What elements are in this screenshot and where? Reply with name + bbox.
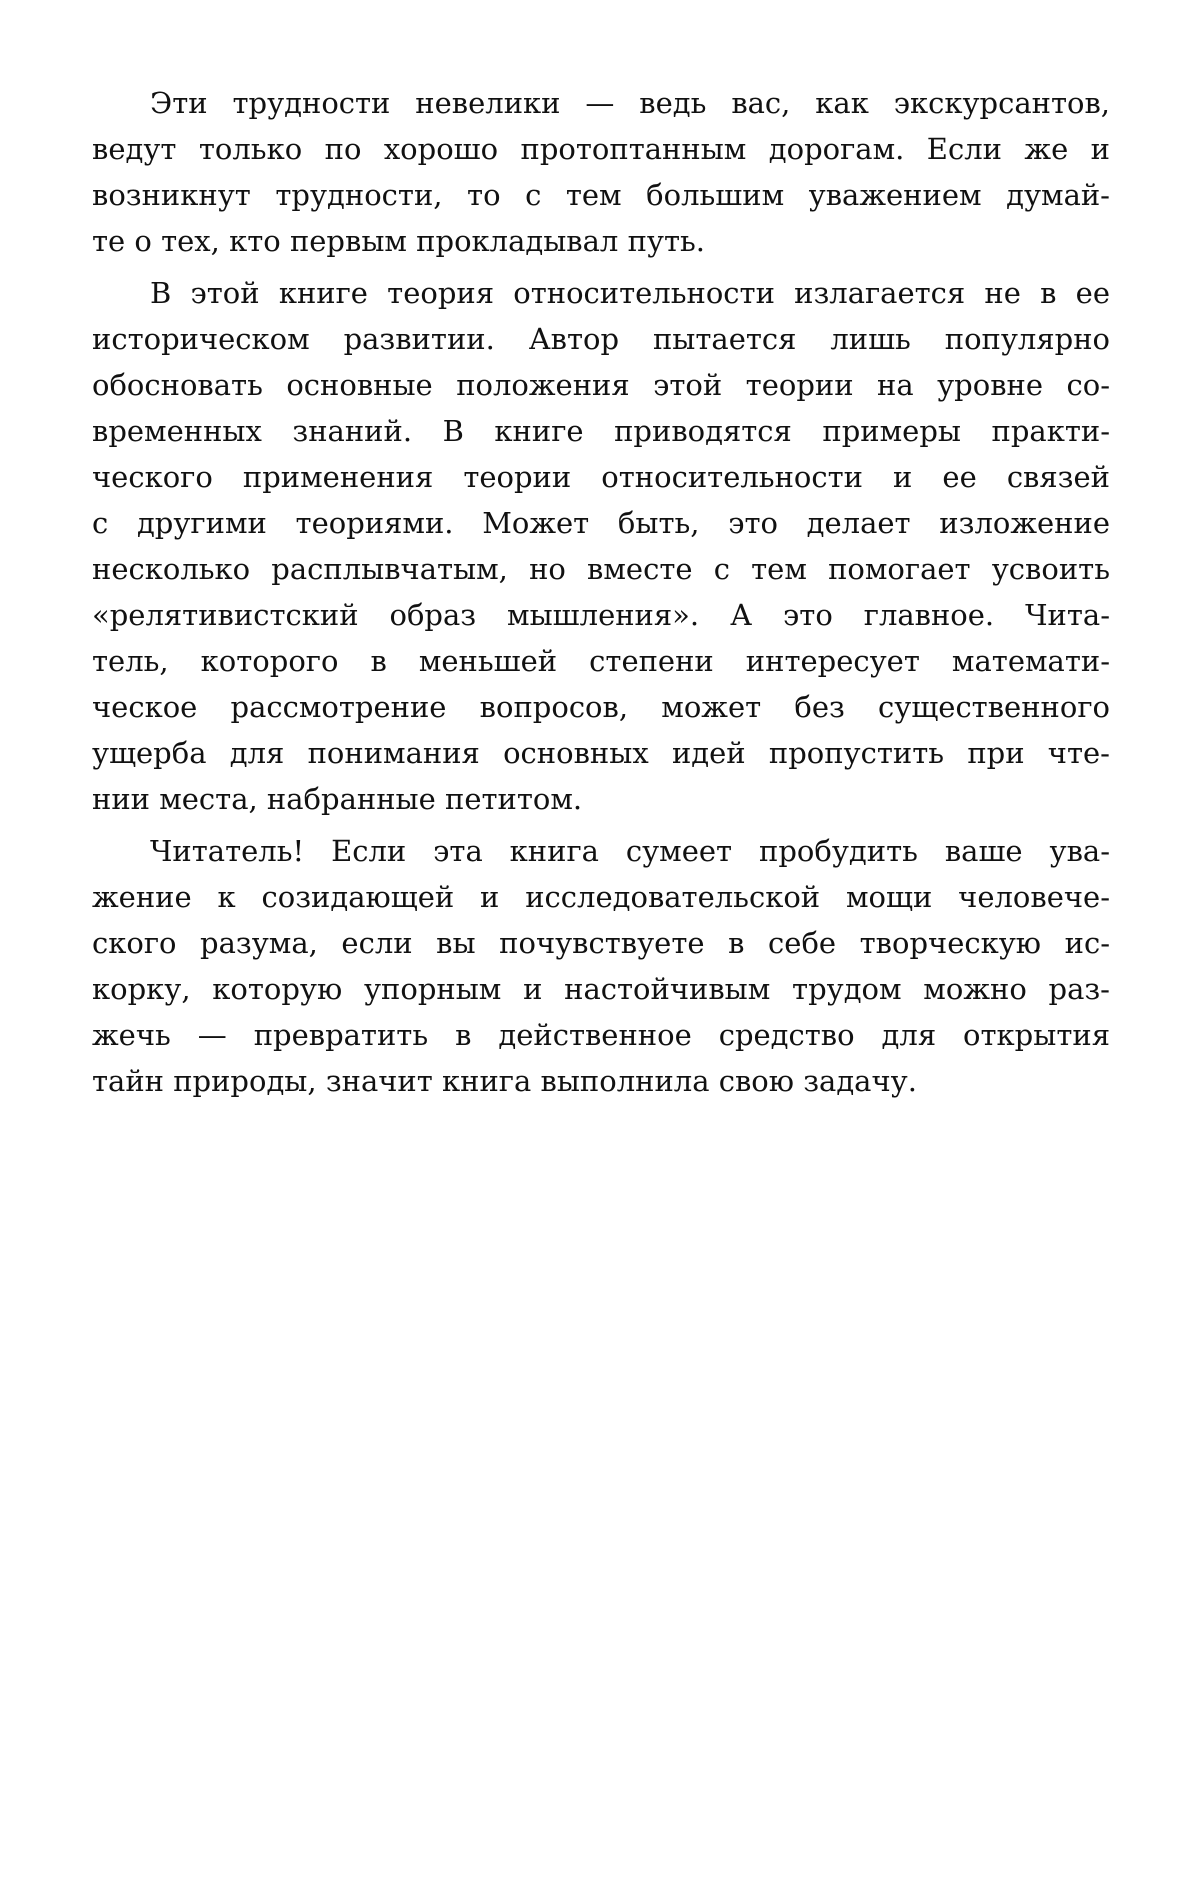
text-line: тайн природы, значит книга выполнила свою задачу. bbox=[92, 1064, 917, 1098]
text-line: временных знаний. В книге приводятся примеры практи- bbox=[92, 414, 1110, 448]
text-line: тель, которого в меньшей степени интересует математи- bbox=[92, 644, 1110, 678]
paragraph-1 bbox=[92, 80, 1110, 264]
text-line: ческого применения теории относительности и ее связей bbox=[92, 460, 1110, 494]
text-line: обосновать основные положения этой теории на уровне со- bbox=[92, 368, 1110, 402]
text-line: «релятивистский образ мышления». А это главное. Чита- bbox=[92, 598, 1110, 632]
text-line: ведут только по хорошо протоптанным дорогам. Если же и bbox=[92, 132, 1110, 166]
text-line: ущерба для понимания основных идей пропустить при чте- bbox=[92, 736, 1110, 770]
text-line: корку, которую упорным и настойчивым трудом можно раз- bbox=[92, 972, 1110, 1006]
text-line: нии места, набранные петитом. bbox=[92, 782, 583, 816]
text-line: Читатель! Если эта книга сумеет пробудить ваше ува- bbox=[150, 834, 1110, 868]
text-line: возникнут трудности, то с тем большим уважением думай- bbox=[92, 178, 1110, 212]
text-line: жение к созидающей и исследовательской мощи человече- bbox=[92, 880, 1110, 914]
text-line: несколько расплывчатым, но вместе с тем помогает усвоить bbox=[92, 552, 1110, 586]
paragraph-3 bbox=[92, 828, 1110, 1104]
paragraph-2 bbox=[92, 270, 1110, 822]
text-line: с другими теориями. Может быть, это делает изложение bbox=[92, 506, 1110, 540]
text-line: ского разума, если вы почувствуете в себе творческую ис- bbox=[92, 926, 1110, 960]
text-line: те о тех, кто первым прокладывал путь. bbox=[92, 224, 706, 258]
text-line: Эти трудности невелики — ведь вас, как экскурсантов, bbox=[150, 86, 1110, 120]
text-line: жечь — превратить в действенное средство для открытия bbox=[92, 1018, 1110, 1052]
text-line: историческом развитии. Автор пытается лишь популярно bbox=[92, 322, 1110, 356]
text-line: ческое рассмотрение вопросов, может без существенного bbox=[92, 690, 1110, 724]
text-line: В этой книге теория относительности излагается не в ее bbox=[150, 276, 1110, 310]
body-text bbox=[92, 80, 1110, 1104]
